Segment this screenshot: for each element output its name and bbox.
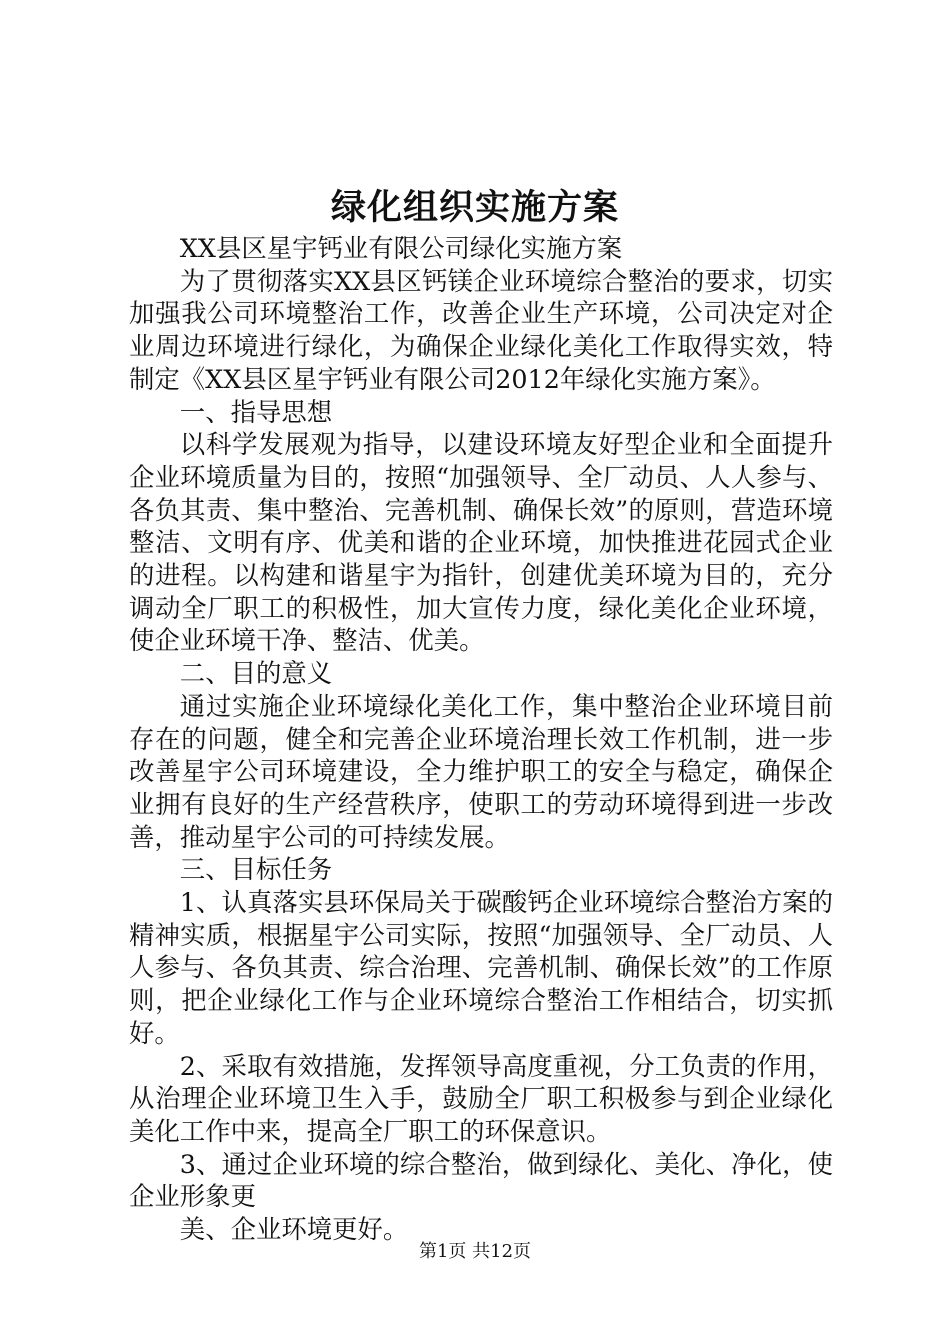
section-heading-purpose: 二、目的意义 [179, 658, 333, 689]
section-heading-guiding-thought: 一、指导思想 [179, 396, 333, 427]
paragraph-goal-3-continued: 美、企业环境更好。 [179, 1214, 409, 1245]
paragraph-intro: 为了贯彻落实XX县区钙镁企业环境综合整治的要求，切实加强我公司环境整治工作，改善企业生产环境，公司决定对企业周边环境进行绿化，为确保企业绿化美化工作取得实效，特制定《XX县区星宇钙业有限公司2012年绿化实施方案》。 [129, 265, 833, 394]
paragraph-purpose: 通过实施企业环境绿化美化工作，集中整治企业环境目前存在的问题，健全和完善企业环境治理长效工作机制，进一步改善星宇公司环境建设，全力维护职工的安全与稳定，确保企业拥有良好的生产经营秩序，使职工的劳动环境得到进一步改善，推动星宇公司的可持续发展。 [129, 690, 833, 852]
page-footer: 第1页 共12页 [418, 1241, 532, 1262]
paragraph-goal-3: 3、通过企业环境的综合整治，做到绿化、美化、净化，使企业形象更 [129, 1148, 833, 1212]
paragraph-goal-1: 1、认真落实县环保局关于碳酸钙企业环境综合整治方案的精神实质，根据星宇公司实际，按照“加强领导、全厂动员、人人参与、各负其责、综合治理、完善机制、确保长效”的工作原则，把企业绿化工作与企业环境综合整治工作相结合，切实抓好。 [129, 887, 833, 1048]
paragraph-guiding-thought: 以科学发展观为指导，以建设环境友好型企业和全面提升企业环境质量为目的，按照“加强领导、全厂动员、人人参与、各负其责、集中整治、完善机制、确保长效”的原则，营造环境整洁、文明有序、优美和谐的企业环境，加快推进花园式企业的进程。以构建和谐星宇为指针，创建优美环境为目的，充分调动全厂职工的积极性，加大宣传力度，绿化美化企业环境，使企业环境干净、整洁、优美。 [129, 429, 833, 656]
paragraph-subtitle: XX县区星宇钙业有限公司绿化实施方案 [179, 233, 623, 263]
section-heading-goals: 三、目标任务 [179, 854, 333, 885]
document-body [129, 232, 833, 1246]
document-title: 绿化组织实施方案 [330, 187, 619, 228]
paragraph-goal-2: 2、采取有效措施，发挥领导高度重视，分工负责的作用，从治理企业环境卫生入手，鼓励全厂职工积极参与到企业绿化美化工作中来，提高全厂职工的环保意识。 [129, 1050, 833, 1146]
